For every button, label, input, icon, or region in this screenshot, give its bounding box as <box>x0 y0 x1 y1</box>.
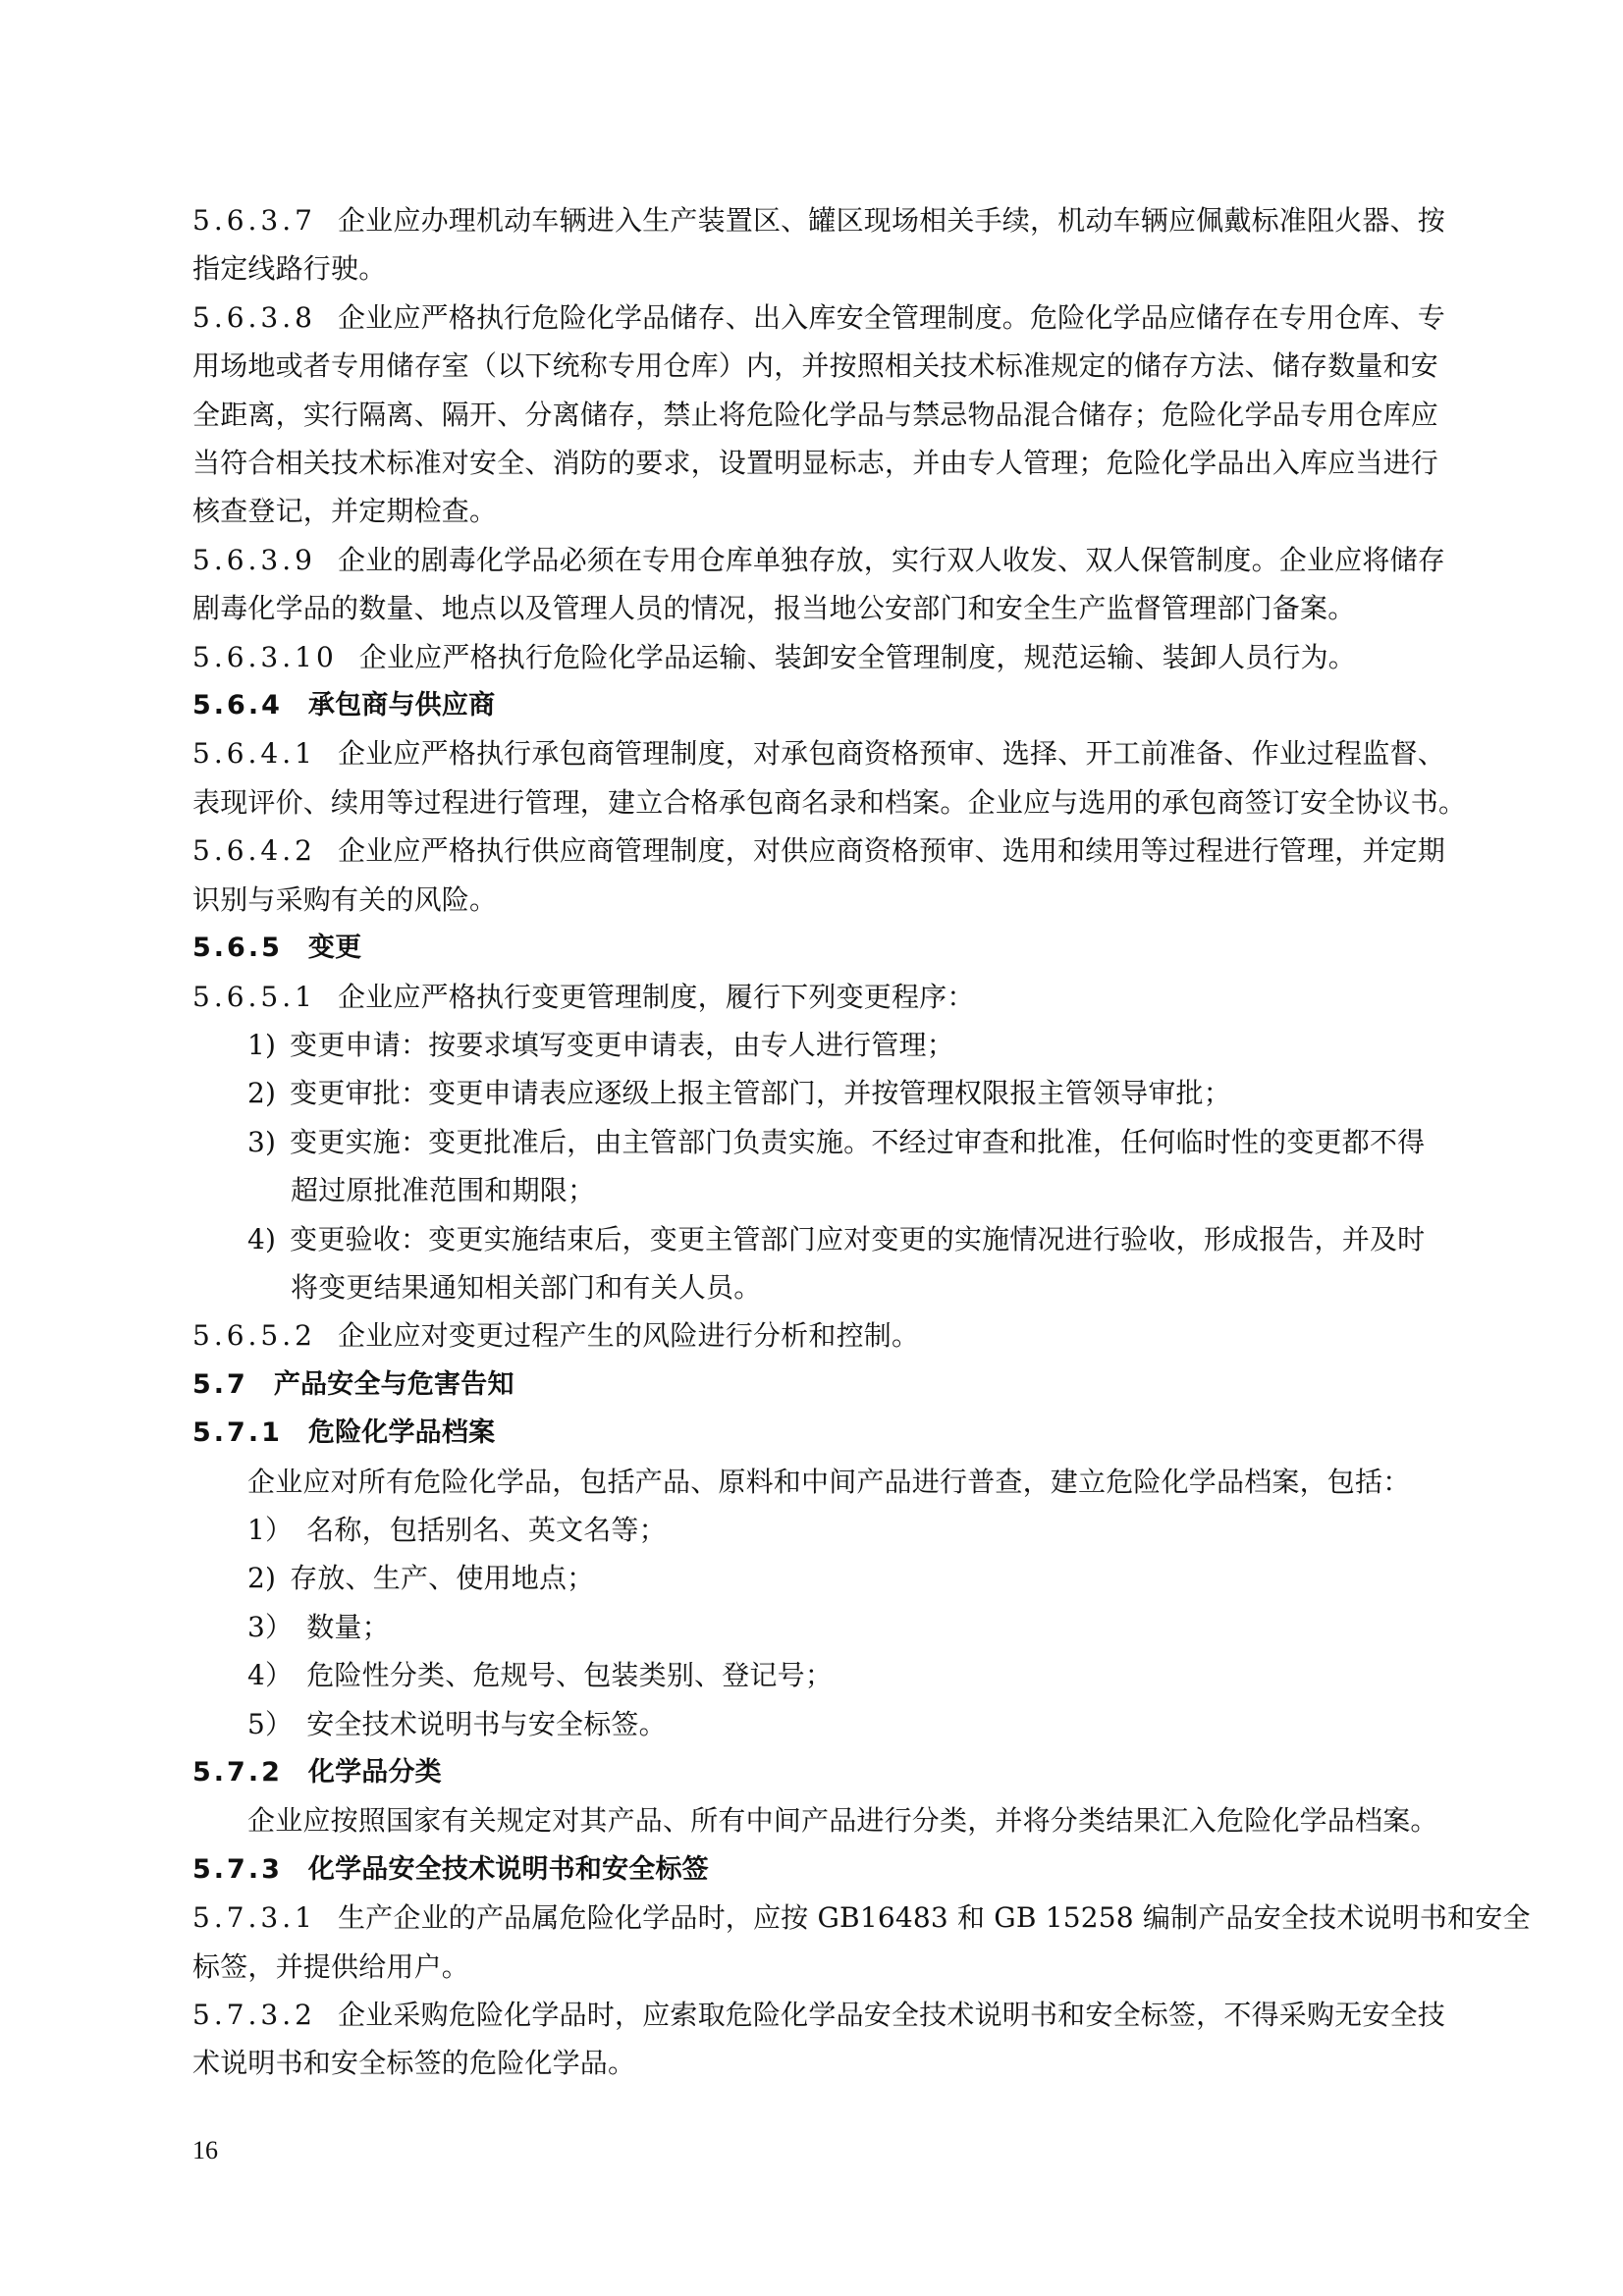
paragraph-line <box>192 1458 1469 1506</box>
clause-line <box>192 1894 1531 1942</box>
section-heading <box>192 681 1469 729</box>
clause-line <box>192 827 1469 875</box>
clause-text: 企业应严格执行承包商管理制度，对承包商资格预审、选择、开工前准备、作业过程监督、 <box>337 737 1445 771</box>
list-number: 2) <box>247 1562 277 1595</box>
list-item <box>192 1506 1469 1554</box>
list-item <box>192 1118 1469 1166</box>
continuation-line <box>192 2039 1469 2087</box>
clause-text: 剧毒化学品的数量、地点以及管理人员的情况，报当地公安部门和安全生产监督管理部门备案。 <box>192 592 1356 625</box>
clause-number: 5.6.5.2 <box>192 1319 316 1353</box>
clause-number: 5.6.3.7 <box>192 204 316 237</box>
list-text: 变更申请：按要求填写变更申请表，由专人进行管理； <box>290 1028 954 1061</box>
list-text: 存放、生产、使用地点； <box>290 1562 595 1595</box>
section-title: 产品安全与危害告知 <box>273 1368 514 1400</box>
section-title: 变更 <box>307 933 362 964</box>
continuation-line <box>192 584 1469 632</box>
list-item <box>192 1069 1469 1117</box>
list-number: 4) <box>247 1222 277 1255</box>
section-number: 5.7.1 <box>192 1417 283 1449</box>
clause-text: 当符合相关技术标准对安全、消防的要求，设置明显标志，并由专人管理；危险化学品出入库应当进行 <box>192 447 1439 480</box>
list-item-continuation <box>192 1263 1469 1311</box>
clause-text: 核查登记，并定期检查。 <box>192 495 498 528</box>
continuation-line <box>192 439 1469 487</box>
continuation-line <box>192 391 1469 439</box>
clause-line <box>192 1311 1469 1360</box>
clause-text: 生产企业的产品属危险化学品时，应按 GB16483 和 GB 15258 编制产品安全技术说明书和安全 <box>337 1901 1531 1935</box>
clause-text: 术说明书和安全标签的危险化学品。 <box>192 2047 636 2080</box>
clause-line <box>192 973 1469 1021</box>
clause-text: 企业的剧毒化学品必须在专用仓库单独存放，实行双人收发、双人保管制度。企业应将储存 <box>337 543 1445 576</box>
list-item <box>192 1215 1469 1263</box>
list-number: 3） <box>247 1610 294 1643</box>
section-heading <box>192 1361 1469 1409</box>
continuation-line <box>192 342 1469 390</box>
list-text: 变更审批：变更申请表应逐级上报主管部门，并按管理权限报主管领导审批； <box>290 1077 1231 1110</box>
list-item-continuation <box>192 1166 1469 1214</box>
paragraph-line <box>192 1796 1469 1844</box>
clause-text: 企业应办理机动车辆进入生产装置区、罐区现场相关手续，机动车辆应佩戴标准阻火器、按 <box>337 204 1445 237</box>
list-text: 将变更结果通知相关部门和有关人员。 <box>291 1270 762 1304</box>
clause-text: 企业应对变更过程产生的风险进行分析和控制。 <box>337 1319 920 1353</box>
continuation-line <box>192 244 1469 293</box>
clause-line <box>192 196 1469 244</box>
list-item <box>192 1554 1469 1602</box>
list-text: 变更验收：变更实施结束后，变更主管部门应对变更的实施情况进行验收，形成报告，并及时 <box>290 1222 1426 1255</box>
clause-number: 5.6.3.9 <box>192 543 316 576</box>
clause-text: 指定线路行驶。 <box>192 252 387 286</box>
list-item <box>192 1700 1469 1748</box>
section-number: 5.7 <box>192 1368 248 1400</box>
clause-number: 5.6.4.2 <box>192 834 316 868</box>
list-item <box>192 1021 1469 1069</box>
clause-line <box>192 1991 1469 2039</box>
section-heading <box>192 1845 1469 1894</box>
list-item <box>192 1651 1469 1699</box>
list-number: 5） <box>247 1707 294 1740</box>
clause-text: 企业应严格执行变更管理制度，履行下列变更程序： <box>337 980 975 1013</box>
list-number: 1） <box>247 1513 294 1546</box>
section-title: 危险化学品档案 <box>307 1417 496 1449</box>
clause-number: 5.7.3.2 <box>192 1999 316 2032</box>
continuation-line <box>192 876 1469 924</box>
paragraph-text: 企业应按照国家有关规定对其产品、所有中间产品进行分类，并将分类结果汇入危险化学品档案。 <box>247 1804 1438 1838</box>
page-number: 16 <box>192 2136 218 2164</box>
section-number: 5.7.2 <box>192 1757 283 1788</box>
section-title: 承包商与供应商 <box>307 690 496 721</box>
clause-text: 企业采购危险化学品时，应索取危险化学品安全技术说明书和安全标签，不得采购无安全技 <box>337 1999 1445 2032</box>
clause-text: 全距离，实行隔离、隔开、分离储存，禁止将危险化学品与禁忌物品混合储存；危险化学品专用仓库应 <box>192 398 1439 431</box>
clause-line <box>192 729 1469 777</box>
section-number: 5.6.4 <box>192 690 283 721</box>
clause-number: 5.6.3.10 <box>192 640 338 673</box>
list-number: 2) <box>247 1077 277 1110</box>
document-body <box>192 196 1531 2088</box>
clause-line <box>192 536 1469 584</box>
list-item <box>192 1603 1469 1651</box>
section-heading <box>192 924 1469 972</box>
clause-number: 5.6.4.1 <box>192 737 316 771</box>
list-text: 数量； <box>306 1610 390 1643</box>
clause-text: 表现评价、续用等过程进行管理，建立合格承包商名录和档案。企业应与选用的承包商签订安全协议书。 <box>192 785 1467 819</box>
clause-text: 标签，并提供给用户。 <box>192 1949 470 1983</box>
clause-number: 5.6.5.1 <box>192 980 316 1013</box>
list-number: 4） <box>247 1659 294 1692</box>
section-number: 5.6.5 <box>192 933 283 964</box>
clause-line <box>192 633 1469 681</box>
clause-number: 5.6.3.8 <box>192 300 316 334</box>
clause-text: 企业应严格执行供应商管理制度，对供应商资格预审、选用和续用等过程进行管理，并定期 <box>337 834 1445 868</box>
list-text: 名称，包括别名、英文名等； <box>306 1513 667 1546</box>
clause-text: 企业应严格执行危险化学品运输、装卸安全管理制度，规范运输、装卸人员行为。 <box>358 640 1356 673</box>
clause-line <box>192 294 1469 342</box>
continuation-line <box>192 1943 1469 1991</box>
section-title: 化学品分类 <box>307 1757 442 1788</box>
list-text: 危险性分类、危规号、包装类别、登记号； <box>306 1659 834 1692</box>
list-text: 变更实施：变更批准后，由主管部门负责实施。不经过审查和批准，任何临时性的变更都不得 <box>290 1125 1426 1158</box>
section-heading <box>192 1409 1469 1457</box>
clause-number: 5.7.3.1 <box>192 1901 316 1935</box>
continuation-line <box>192 487 1469 535</box>
list-number: 1) <box>247 1028 277 1061</box>
list-text: 超过原批准范围和期限； <box>291 1174 596 1207</box>
clause-text: 用场地或者专用储存室（以下统称专用仓库）内，并按照相关技术标准规定的储存方法、储存数量和安 <box>192 349 1439 383</box>
paragraph-text: 企业应对所有危险化学品，包括产品、原料和中间产品进行普查，建立危险化学品档案，包括： <box>247 1465 1411 1498</box>
section-number: 5.7.3 <box>192 1853 283 1885</box>
section-heading <box>192 1748 1469 1796</box>
clause-text: 识别与采购有关的风险。 <box>192 882 498 916</box>
section-title: 化学品安全技术说明书和安全标签 <box>307 1853 709 1885</box>
clause-text: 企业应严格执行危险化学品储存、出入库安全管理制度。危险化学品应储存在专用仓库、专 <box>337 300 1445 334</box>
list-number: 3) <box>247 1125 277 1158</box>
continuation-line <box>192 778 1469 827</box>
list-text: 安全技术说明书与安全标签。 <box>306 1707 667 1740</box>
